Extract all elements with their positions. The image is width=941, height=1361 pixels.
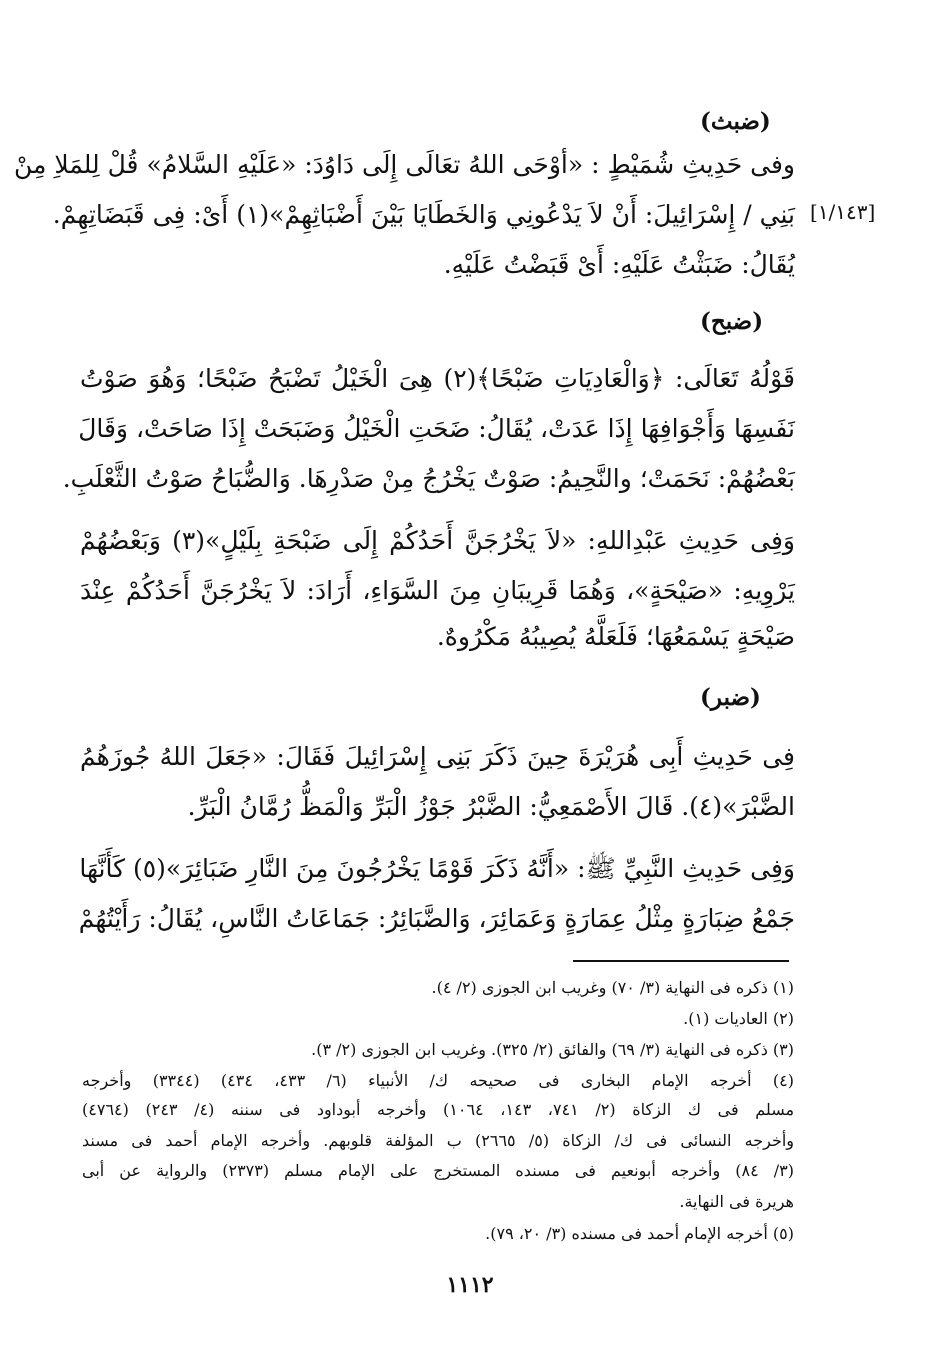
text-line: نَفَسِهَا وَأَجْوَافِهَا إِذَا عَدَتْ، يُقَالُ: ضَحَتِ الْخَيْلُ وَضَبَحَتْ إِذَا صَاحَتْ، وَقَالَ (78, 414, 795, 443)
footnote: هريرة فى النهاية. (679, 1192, 794, 1211)
footnote: (٣) ذكره فى النهاية (٣/ ٦٩) والفائق (٢/ ٣٢٥). وغريب ابن الجوزى (٢/ ٣). (311, 1040, 794, 1059)
text-line: بَعْضُهُمْ: نَحَمَتْ؛ والنَّحِيمُ: صَوْتٌ يَخْرُجُ مِنْ صَدْرِهَا. وَالضُّبَاحُ صَوْتُ الثَّعْلَبِ. (62, 464, 795, 493)
text-line: الضَّبْرَ»(٤). قَالَ الأَصْمَعِيُّ: الضَّبْرُ جَوْزُ الْبَرِّ وَالْمَظُّ رُمَّانُ الْبَرِّ. (187, 792, 795, 821)
footnote: وأخرجه النسائى فى ك/ الزكاة (٥/ ٢٦٦٥) ب المؤلفة قلوبهم. وأخرجه الإمام أحمد فى مسند (82, 1131, 795, 1150)
footnote-separator (573, 960, 789, 962)
footnote: (٤) أخرجه الإمام البخارى فى صحيحه ك/ الأنبياء (٦/ ٤٣٣، ٤٣٤) (٣٣٤٤) وأخرجه (82, 1071, 794, 1090)
section-heading-dabar: (ضبر) (700, 684, 761, 711)
text-line: وفى حَدِيثِ شُمَيْطٍ : «أوْحَى اللهُ تعَالَى إِلَى دَاوُدَ: «عَلَيْهِ السَّلامُ» قُلْ لِلمَلاِ مِنْ (14, 150, 795, 179)
text-line: بَنِي / إِسْرَائِيلَ: أَنْ لاَ يَدْعُونِي وَالخَطَايَا بَيْنَ أَضْبَاثِهِمْ»(١) أَىْ: فِى قَبَضَاتِهِمْ. (52, 200, 795, 229)
page-number: ١١١٢ (446, 1272, 494, 1298)
section-heading-dabah: (ضبح) (700, 308, 764, 335)
footnote: (١) ذكره فى النهاية (٣/ ٧٠) وغريب ابن الجوزى (٢/ ٤). (431, 978, 794, 997)
text-line: جَمْعُ ضِبَارَةٍ مِثْلُ عِمَارَةٍ وَعَمَائِرَ، وَالضَّبَائِرُ: جَمَاعَاتُ النَّاسِ، يُقَالُ: رَأَيْتُهُمْ (78, 904, 795, 933)
text-line: قَوْلُهُ تَعَالَى: ﴿وَالْعَادِيَاتِ ضَبْحًا﴾(٢) هِىَ الْخَيْلُ تَضْبَحُ ضَبْحًا؛ وَهُوَ صَوْتُ (80, 364, 795, 393)
footnote: مسلم فى ك الزكاة (٢/ ٧٤١، ١٤٣، ١٠٦٤) وأخرجه أبوداود فى سننه (٤/ ٢٤٣) (٤٧٦٤) (82, 1100, 795, 1119)
text-line: وَفِى حَدِيثِ النَّبِيِّ ﷺ: «أَنَّهُ ذَكَرَ قَوْمًا يَخْرُجُونَ مِنَ النَّارِ ضَبَائِرَ»(٥) كَأَنَّهَا (79, 854, 795, 883)
footnote: (٥) أخرجه الإمام أحمد فى مسنده (٣/ ٢٠، ٧٩). (485, 1224, 794, 1243)
text-line: فِى حَدِيثِ أَبِى هُرَيْرَةَ حِينَ ذَكَرَ بَنِى إِسْرَائِيلَ فَقَالَ: «جَعَلَ اللهُ جُوزَهُمُ (80, 742, 795, 771)
margin-reference: [١/١٤٣] (810, 200, 876, 224)
footnote: (٢) العاديات (١). (683, 1009, 794, 1028)
text-line: يُقَالُ: ضَبَثْتُ عَلَيْهِ: أَىْ قَبَضْتُ عَلَيْهِ. (443, 250, 795, 279)
section-heading-dabath: (ضبث) (700, 108, 771, 135)
text-line: وَفِى حَدِيثِ عَبْدِاللهِ: «لاَ يَخْرُجَنَّ أَحَدُكُمْ إِلَى ضَبْحَةِ بِلَيْلٍ»(٣) وَبَعْضُهُمْ (80, 526, 795, 555)
text-line: صَيْحَةٍ يَسْمَعُهَا؛ فَلَعَلَّهُ يُصِيبُهُ مَكْرُوهٌ. (436, 622, 795, 651)
footnote: (٣/ ٨٤) وأخرجه أبونعيم فى مسنده المستخرج على الإمام مسلم (٢٣٧٣) والرواية عن أبى (82, 1161, 794, 1180)
text-line: يَرْوِيهِ: «صَيْحَةٍ»، وَهُمَا قَرِيبَانِ مِنَ السَّوَاءِ، أَرَادَ: لاَ يَخْرُجَنَّ أَحَدُكُمْ عِنْدَ (80, 576, 795, 605)
